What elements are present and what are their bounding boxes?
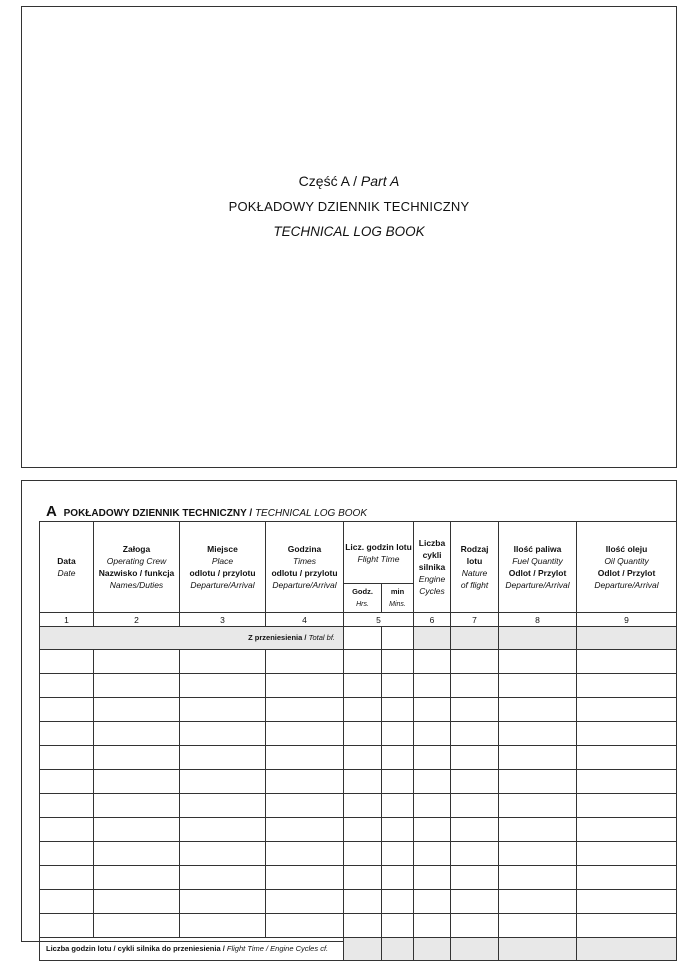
hours-cell[interactable]	[344, 722, 382, 746]
oil-cell[interactable]	[577, 914, 677, 938]
place-cell[interactable]	[180, 890, 266, 914]
mins-cell[interactable]	[382, 890, 414, 914]
log-entry-row	[40, 890, 677, 914]
carry-cycles-cell[interactable]	[414, 627, 451, 650]
col-number: 1	[40, 613, 94, 627]
total-mins-cell[interactable]	[382, 938, 414, 961]
times-cell[interactable]	[266, 746, 344, 770]
total-hours-cell[interactable]	[344, 938, 382, 961]
col-number: 9	[577, 613, 677, 627]
times-cell[interactable]	[266, 794, 344, 818]
log-entry-row	[40, 746, 677, 770]
log-entry-row	[40, 674, 677, 698]
cycles-cell[interactable]	[414, 650, 451, 674]
hours-cell[interactable]	[344, 818, 382, 842]
hours-cell[interactable]	[344, 866, 382, 890]
date-cell[interactable]	[40, 674, 94, 698]
cover-part-label	[22, 173, 676, 189]
times-cell[interactable]	[266, 890, 344, 914]
crew-cell[interactable]	[94, 770, 180, 794]
mins-cell[interactable]	[382, 866, 414, 890]
place-cell[interactable]	[180, 842, 266, 866]
carry-mins-cell[interactable]	[382, 627, 414, 650]
entry-rows	[40, 650, 677, 938]
log-entry-row	[40, 650, 677, 674]
place-cell[interactable]	[180, 674, 266, 698]
fuel-cell[interactable]	[499, 890, 577, 914]
total-carry-row	[40, 938, 677, 961]
place-cell[interactable]	[180, 794, 266, 818]
shaded-cell	[577, 627, 677, 650]
cover-title-en: TECHNICAL LOG BOOK	[273, 224, 425, 239]
col-number: 6	[414, 613, 451, 627]
fuel-cell[interactable]	[499, 842, 577, 866]
log-sheet	[21, 480, 677, 953]
col-number: 3	[180, 613, 266, 627]
oil-cell[interactable]	[577, 842, 677, 866]
hours-cell[interactable]	[344, 842, 382, 866]
times-cell[interactable]	[266, 914, 344, 938]
times-cell[interactable]	[266, 818, 344, 842]
nature-cell[interactable]	[451, 698, 499, 722]
oil-cell[interactable]	[577, 818, 677, 842]
crew-cell[interactable]	[94, 866, 180, 890]
mins-cell[interactable]	[382, 650, 414, 674]
col-crew-header: Załoga Operating Crew Nazwisko / funkcja Names/Duties	[94, 522, 180, 613]
cycles-cell[interactable]	[414, 842, 451, 866]
col-cycles-header: Liczba cykli silnika Engine Cycles	[414, 522, 451, 613]
place-cell[interactable]	[180, 698, 266, 722]
oil-cell[interactable]	[577, 770, 677, 794]
log-entry-row	[40, 722, 677, 746]
place-cell[interactable]	[180, 650, 266, 674]
shaded-cell	[451, 938, 499, 961]
times-cell[interactable]	[266, 650, 344, 674]
nature-cell[interactable]	[451, 794, 499, 818]
nature-cell[interactable]	[451, 914, 499, 938]
crew-cell[interactable]	[94, 818, 180, 842]
mins-cell[interactable]	[382, 746, 414, 770]
carry-forward-row	[40, 627, 677, 650]
place-cell[interactable]	[180, 770, 266, 794]
log-entry-row	[40, 794, 677, 818]
total-carry-label: Liczba godzin lotu / cykli silnika do przeniesienia / Flight Time / Engine Cycles cf.	[40, 938, 344, 961]
crew-cell[interactable]	[94, 746, 180, 770]
sheet-title	[46, 503, 367, 520]
shaded-cell	[451, 627, 499, 650]
col-nature-header: Rodzaj lotu Nature of flight	[451, 522, 499, 613]
times-cell[interactable]	[266, 866, 344, 890]
total-cycles-cell[interactable]	[414, 938, 451, 961]
cycles-cell[interactable]	[414, 866, 451, 890]
col-fuel-header: Ilość paliwa Fuel Quantity Odlot / Przylot Departure/Arrival	[499, 522, 577, 613]
nature-cell[interactable]	[451, 674, 499, 698]
col-oil-header: Ilość oleju Oil Quantity Odlot / Przylot Departure/Arrival	[577, 522, 677, 613]
nature-cell[interactable]	[451, 866, 499, 890]
crew-cell[interactable]	[94, 650, 180, 674]
date-cell[interactable]	[40, 746, 94, 770]
fuel-cell[interactable]	[499, 794, 577, 818]
crew-cell[interactable]	[94, 914, 180, 938]
mins-cell[interactable]	[382, 914, 414, 938]
hours-cell[interactable]	[344, 698, 382, 722]
date-cell[interactable]	[40, 818, 94, 842]
place-cell[interactable]	[180, 722, 266, 746]
col-flight-time-header: Licz. godzin lotu Flight Time	[344, 522, 414, 584]
oil-cell[interactable]	[577, 698, 677, 722]
cycles-cell[interactable]	[414, 746, 451, 770]
log-table	[39, 521, 677, 961]
carry-forward-label: Z przeniesienia / Total bf.	[40, 627, 344, 650]
cycles-cell[interactable]	[414, 698, 451, 722]
oil-cell[interactable]	[577, 746, 677, 770]
oil-cell[interactable]	[577, 794, 677, 818]
cover-part-pl: Część A /	[298, 173, 358, 189]
col-number: 7	[451, 613, 499, 627]
nature-cell[interactable]	[451, 818, 499, 842]
date-cell[interactable]	[40, 794, 94, 818]
log-entry-row	[40, 842, 677, 866]
times-cell[interactable]	[266, 698, 344, 722]
date-cell[interactable]	[40, 914, 94, 938]
fuel-cell[interactable]	[499, 818, 577, 842]
date-cell[interactable]	[40, 890, 94, 914]
fuel-cell[interactable]	[499, 770, 577, 794]
nature-cell[interactable]	[451, 746, 499, 770]
date-cell[interactable]	[40, 650, 94, 674]
mins-cell[interactable]	[382, 722, 414, 746]
hours-cell[interactable]	[344, 914, 382, 938]
log-entry-row	[40, 698, 677, 722]
fuel-cell[interactable]	[499, 722, 577, 746]
col-number: 4	[266, 613, 344, 627]
cycles-cell[interactable]	[414, 770, 451, 794]
date-cell[interactable]	[40, 698, 94, 722]
log-entry-row	[40, 818, 677, 842]
place-cell[interactable]	[180, 914, 266, 938]
oil-cell[interactable]	[577, 890, 677, 914]
hours-cell[interactable]	[344, 794, 382, 818]
mins-cell[interactable]	[382, 674, 414, 698]
cycles-cell[interactable]	[414, 914, 451, 938]
nature-cell[interactable]	[451, 650, 499, 674]
log-entry-row	[40, 866, 677, 890]
date-cell[interactable]	[40, 866, 94, 890]
crew-cell[interactable]	[94, 674, 180, 698]
times-cell[interactable]	[266, 770, 344, 794]
hours-cell[interactable]	[344, 746, 382, 770]
fuel-cell[interactable]	[499, 746, 577, 770]
crew-cell[interactable]	[94, 722, 180, 746]
crew-cell[interactable]	[94, 698, 180, 722]
crew-cell[interactable]	[94, 890, 180, 914]
nature-cell[interactable]	[451, 770, 499, 794]
nature-cell[interactable]	[451, 842, 499, 866]
col-date-header: Data Date	[40, 522, 94, 613]
hours-cell[interactable]	[344, 770, 382, 794]
log-entry-row	[40, 770, 677, 794]
times-cell[interactable]	[266, 722, 344, 746]
cover-page	[21, 6, 677, 468]
col-place-header: Miejsce Place odlotu / przylotu Departure/Arrival	[180, 522, 266, 613]
shaded-cell	[499, 938, 577, 961]
nature-cell[interactable]	[451, 722, 499, 746]
col-flight-mins-subheader: min Mins.	[382, 584, 414, 613]
fuel-cell[interactable]	[499, 674, 577, 698]
oil-cell[interactable]	[577, 674, 677, 698]
hours-cell[interactable]	[344, 650, 382, 674]
carry-hours-cell[interactable]	[344, 627, 382, 650]
fuel-cell[interactable]	[499, 650, 577, 674]
date-cell[interactable]	[40, 842, 94, 866]
cycles-cell[interactable]	[414, 890, 451, 914]
cycles-cell[interactable]	[414, 722, 451, 746]
section-letter: A	[46, 503, 57, 520]
date-cell[interactable]	[40, 770, 94, 794]
place-cell[interactable]	[180, 818, 266, 842]
place-cell[interactable]	[180, 746, 266, 770]
place-cell[interactable]	[180, 866, 266, 890]
col-times-header: Godzina Times odlotu / przylotu Departure/Arrival	[266, 522, 344, 613]
times-cell[interactable]	[266, 842, 344, 866]
cycles-cell[interactable]	[414, 794, 451, 818]
oil-cell[interactable]	[577, 722, 677, 746]
cover-part-en: Part A	[360, 173, 400, 189]
oil-cell[interactable]	[577, 650, 677, 674]
crew-cell[interactable]	[94, 794, 180, 818]
shaded-cell	[577, 938, 677, 961]
mins-cell[interactable]	[382, 842, 414, 866]
mins-cell[interactable]	[382, 794, 414, 818]
col-number: 2	[94, 613, 180, 627]
mins-cell[interactable]	[382, 698, 414, 722]
cycles-cell[interactable]	[414, 674, 451, 698]
times-cell[interactable]	[266, 674, 344, 698]
sheet-title-en: TECHNICAL LOG BOOK	[254, 508, 368, 519]
col-flight-hours-subheader: Godz. Hrs.	[344, 584, 382, 613]
crew-cell[interactable]	[94, 842, 180, 866]
hours-cell[interactable]	[344, 890, 382, 914]
cover-title-pl: POKŁADOWY DZIENNIK TECHNICZNY	[228, 199, 470, 214]
fuel-cell[interactable]	[499, 914, 577, 938]
col-number: 8	[499, 613, 577, 627]
hours-cell[interactable]	[344, 674, 382, 698]
mins-cell[interactable]	[382, 770, 414, 794]
mins-cell[interactable]	[382, 818, 414, 842]
shaded-cell	[499, 627, 577, 650]
log-entry-row	[40, 914, 677, 938]
cycles-cell[interactable]	[414, 818, 451, 842]
fuel-cell[interactable]	[499, 698, 577, 722]
date-cell[interactable]	[40, 722, 94, 746]
oil-cell[interactable]	[577, 866, 677, 890]
nature-cell[interactable]	[451, 890, 499, 914]
col-number: 5	[344, 613, 414, 627]
column-number-row	[40, 613, 677, 627]
sheet-title-pl: POKŁADOWY DZIENNIK TECHNICZNY /	[63, 508, 253, 519]
fuel-cell[interactable]	[499, 866, 577, 890]
